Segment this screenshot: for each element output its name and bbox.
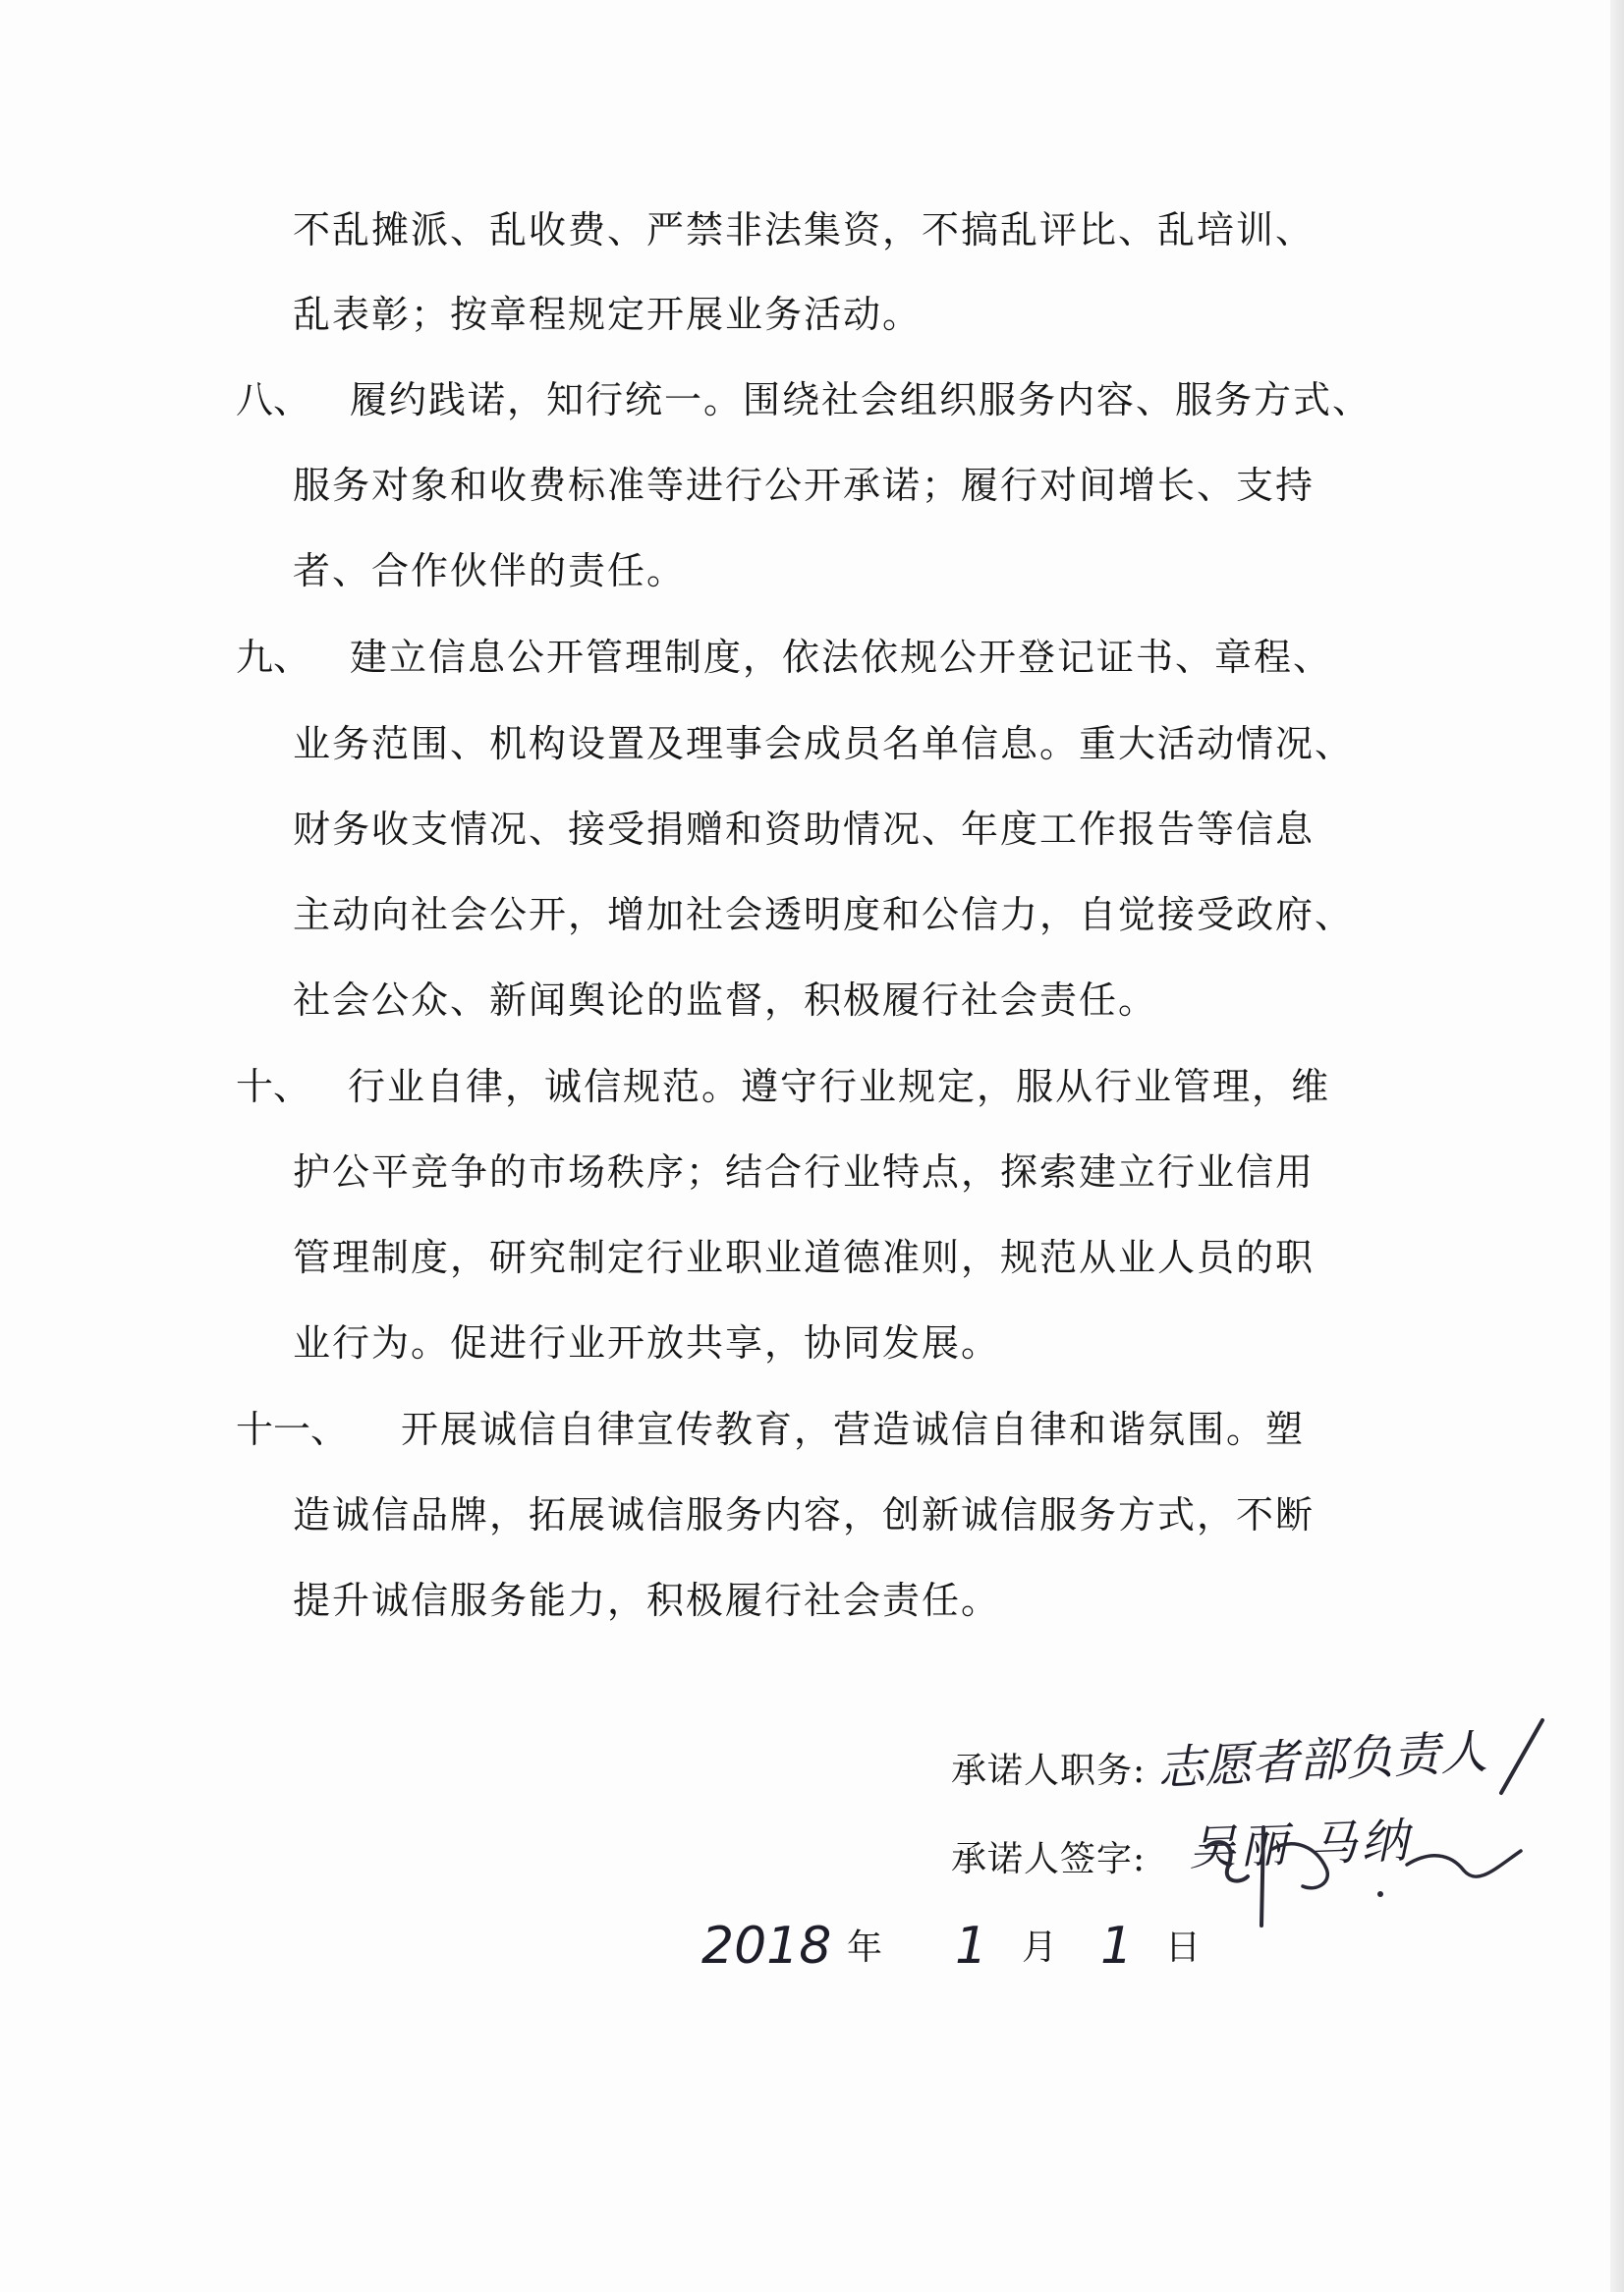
date-month-handwritten: 1 (955, 1917, 988, 1976)
body-line-5: 者、合作伙伴的责任。 (293, 549, 687, 592)
body-line-6: 建立信息公开管理制度，依法依规公开登记证书、章程、 (350, 636, 1333, 679)
signature-label: 承诺人签字: (951, 1839, 1147, 1879)
body-line-10: 社会公众、新闻舆论的监督，积极履行社会责任。 (293, 978, 1158, 1022)
signature-strokes (1179, 1808, 1552, 1945)
body-line-13: 管理制度，研究制定行业职业道德准则，规范从业人员的职 (293, 1236, 1316, 1279)
item-number-11: 十一、 (236, 1408, 349, 1451)
date-year-handwritten: 2018 (701, 1917, 832, 1976)
scan-edge (1610, 0, 1624, 2292)
position-tail-stroke (1493, 1714, 1552, 1803)
body-line-7: 业务范围、机构设置及理事会成员名单信息。重大活动情况、 (293, 722, 1355, 765)
body-line-2: 乱表彰；按章程规定开展业务活动。 (293, 293, 923, 336)
body-line-12: 护公平竞争的市场秩序；结合行业特点，探索建立行业信用 (293, 1150, 1316, 1194)
date-day-handwritten: 1 (1100, 1917, 1134, 1976)
body-line-8: 财务收支情况、接受捐赠和资助情况、年度工作报告等信息 (293, 808, 1316, 851)
body-line-9: 主动向社会公开，增加社会透明度和公信力，自觉接受政府、 (293, 893, 1355, 936)
body-line-16: 造诚信品牌，拓展诚信服务内容，创新诚信服务方式，不断 (293, 1493, 1316, 1537)
body-line-4: 服务对象和收费标准等进行公开承诺；履行对间增长、支持 (293, 464, 1316, 507)
body-line-17: 提升诚信服务能力，积极履行社会责任。 (293, 1579, 1001, 1622)
body-line-14: 业行为。促进行业开放共享，协同发展。 (293, 1321, 1001, 1365)
signature-handwritten: 吴丽 马纳 (1188, 1814, 1414, 1876)
body-line-11: 行业自律，诚信规范。遵守行业规定，服从行业管理，维 (348, 1065, 1331, 1108)
position-label: 承诺人职务: (951, 1751, 1147, 1791)
body-line-3: 履约践诺，知行统一。围绕社会组织服务内容、服务方式、 (350, 378, 1372, 421)
date-month-unit: 月 (1022, 1928, 1058, 1968)
item-number-9: 九、 (236, 636, 311, 679)
date-year-unit: 年 (847, 1928, 883, 1968)
body-line-15: 开展诚信自律宣传教育，营造诚信自律和谐氛围。塑 (401, 1408, 1306, 1451)
item-number-8: 八、 (236, 378, 311, 421)
body-line-1: 不乱摊派、乱收费、严禁非法集资，不搞乱评比、乱培训、 (293, 208, 1316, 252)
item-number-10: 十、 (236, 1065, 311, 1108)
position-handwritten: 志愿者部负责人 (1155, 1724, 1489, 1797)
date-day-unit: 日 (1165, 1928, 1202, 1968)
